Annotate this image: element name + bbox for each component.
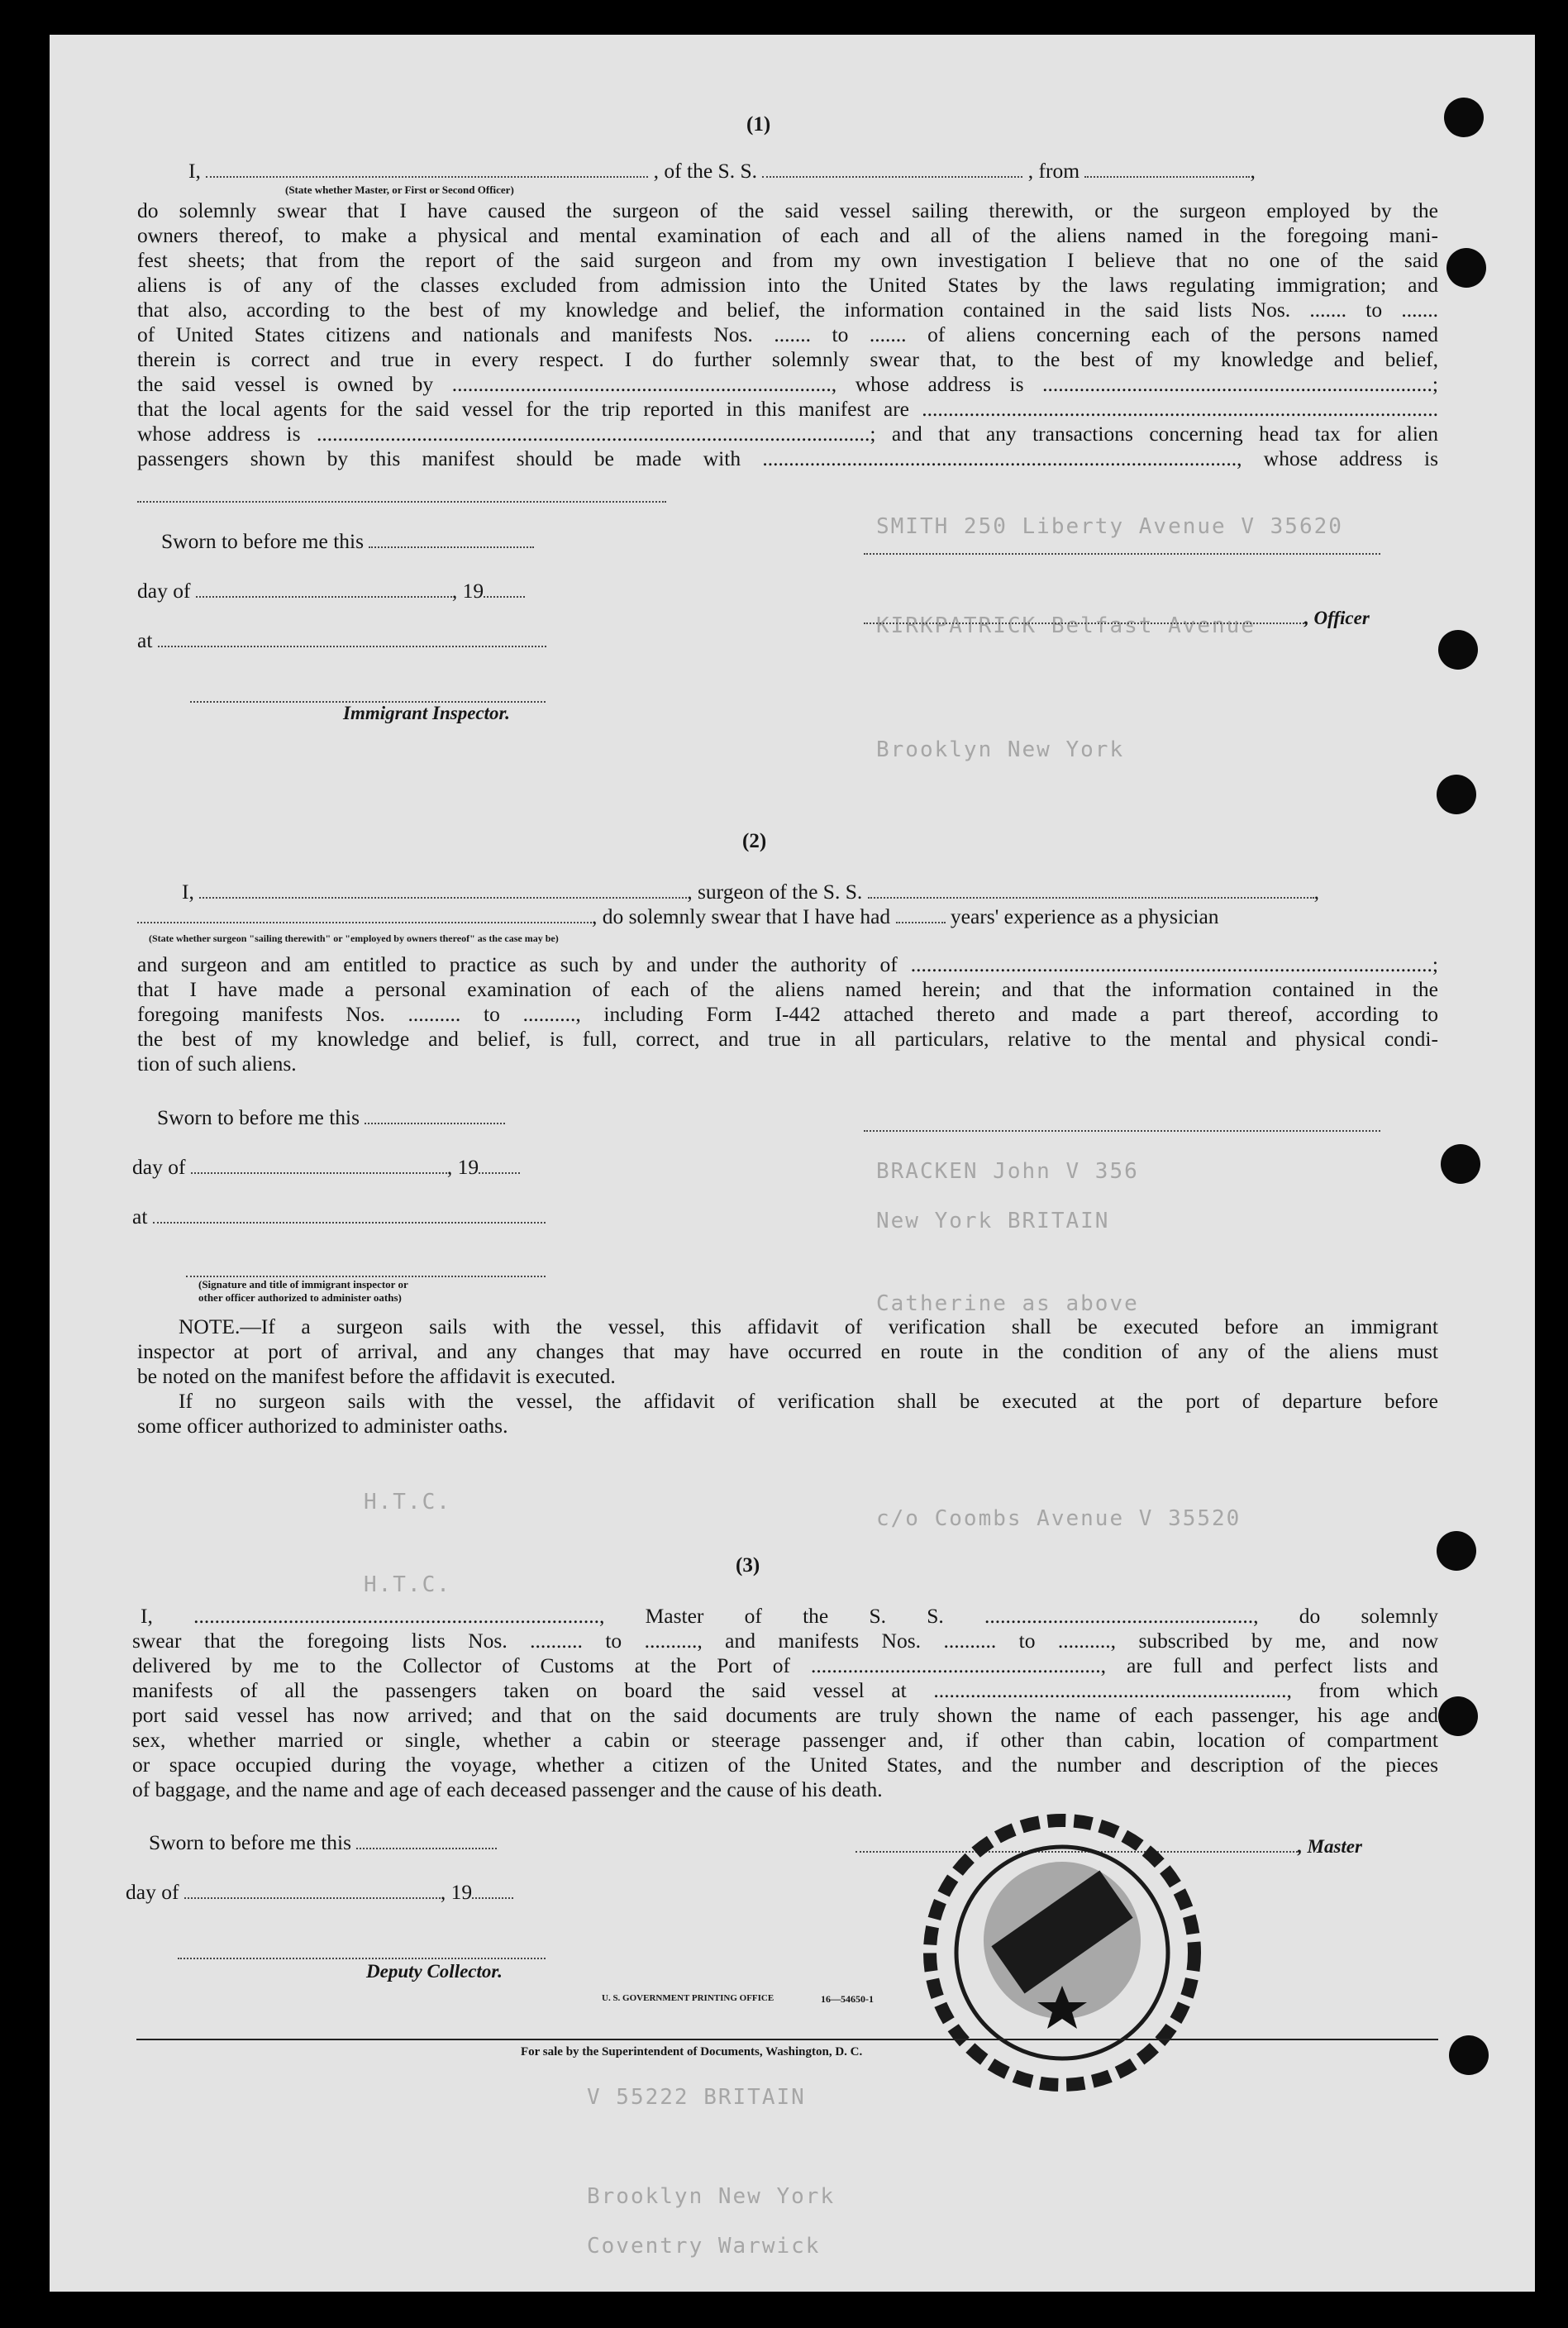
body-line: manifests of all the passengers taken on board the said vessel at ..................................................................., from which xyxy=(132,1678,1438,1702)
note-line: be noted on the manifest before the affidavit is executed. xyxy=(137,1364,616,1388)
note-line: inspector at port of arrival, and any changes that may have occurred en route in the condition of any of the aliens must xyxy=(137,1339,1438,1363)
section-1-number: (1) xyxy=(746,113,771,136)
officer-line xyxy=(864,605,1370,631)
vessel-name-field[interactable] xyxy=(762,161,1022,178)
bleed-through-text: KIRKPATRICK Belfast Avenue xyxy=(876,613,1256,638)
bleed-through-text: Coventry Warwick xyxy=(587,2234,821,2259)
section-2-body xyxy=(137,952,1438,1076)
year-prefix: 19 xyxy=(457,1155,479,1179)
address-line xyxy=(137,500,666,503)
inspector-label: Immigrant Inspector. xyxy=(343,703,510,723)
section-3-number: (3) xyxy=(736,1554,760,1577)
day-of-label: day of xyxy=(137,579,191,603)
punch-hole xyxy=(1449,2035,1489,2075)
year-field[interactable] xyxy=(479,1157,520,1174)
section-1-first-line: I, , of the S. S. , from , xyxy=(188,159,1256,183)
at-place-field[interactable] xyxy=(158,631,546,647)
signature-note-2: other officer authorized to administer oaths) xyxy=(198,1291,402,1304)
at-label: at xyxy=(132,1205,148,1228)
officer-signature-top-line[interactable] xyxy=(864,552,1380,555)
years-field[interactable] xyxy=(896,907,946,923)
from-port-field[interactable] xyxy=(1084,161,1250,178)
year-field[interactable] xyxy=(472,1882,513,1899)
surgeon-status-field[interactable] xyxy=(199,882,687,899)
year-prefix: 19 xyxy=(450,1880,473,1904)
body-line: and surgeon and am entitled to practice as such by and under the authority of ...................................................................................................; xyxy=(137,952,1438,976)
year-field[interactable] xyxy=(484,581,525,598)
at-1 xyxy=(137,628,546,653)
day-of-label: day of xyxy=(126,1880,179,1904)
officer-name-field[interactable] xyxy=(206,161,648,178)
official-stamp xyxy=(913,1804,1211,2101)
bleed-through-text: Brooklyn New York xyxy=(587,2184,836,2209)
sworn-2 xyxy=(157,1105,505,1130)
printing-office: U. S. GOVERNMENT PRINTING OFFICE xyxy=(602,1993,774,2003)
body-line: aliens is of any of the classes excluded from admission into the United States by the laws regulating immigration; and xyxy=(137,273,1438,297)
day-of-label: day of xyxy=(132,1155,186,1179)
section-1-body xyxy=(137,198,1438,471)
sale-notice: For sale by the Superintendent of Documents, Washington, D. C. xyxy=(521,2045,863,2058)
day-of-month-field[interactable] xyxy=(191,1157,447,1174)
bleed-through-text: New York BRITAIN xyxy=(876,1209,1110,1233)
punch-hole xyxy=(1438,630,1478,670)
body-line: or space occupied during the voyage, whether a citizen of the United States, and the number and description of the pieces xyxy=(132,1753,1438,1777)
years-label: years' experience as a physician xyxy=(950,904,1219,928)
note-line: some officer authorized to administer oaths. xyxy=(137,1414,508,1438)
body-line: port said vessel has now arrived; and that on the said documents are truly shown the name of each passenger, his age and xyxy=(132,1703,1438,1727)
body-line: the said vessel is owned by ........................................................................, whose address is ..........................................................................; xyxy=(137,372,1438,396)
section-1-opening: I, xyxy=(188,159,201,183)
day-of-3: day of , 19 xyxy=(126,1880,513,1905)
sworn-day-field[interactable] xyxy=(369,532,534,548)
form-code: 16—54650-1 xyxy=(821,1993,874,2005)
sworn-day-field[interactable] xyxy=(365,1108,505,1124)
day-of-month-field[interactable] xyxy=(196,581,452,598)
body-line: that also, according to the best of my knowledge and belief, the information contained in the said lists Nos. ....... to ....... xyxy=(137,298,1438,322)
officer-signature-field[interactable] xyxy=(864,608,1304,624)
section-2-second-line xyxy=(137,904,1438,929)
year-prefix: 19 xyxy=(462,579,484,603)
sworn-1 xyxy=(161,529,534,554)
section-2-opening: I, xyxy=(182,880,194,904)
bleed-through-text: H.T.C. xyxy=(364,1572,451,1597)
bleed-through-text: c/o Coombs Avenue V 35520 xyxy=(876,1506,1242,1531)
body-line: of baggage, and the name and age of each deceased passenger and the cause of his death. xyxy=(132,1777,883,1801)
punch-hole xyxy=(1438,1696,1478,1736)
punch-hole xyxy=(1437,1531,1476,1571)
body-line: delivered by me to the Collector of Customs at the Port of ......................................................., are full and perfect lists and xyxy=(132,1653,1438,1677)
note-line: If no surgeon sails with the vessel, the affidavit of verification shall be executed at the port of departure before xyxy=(179,1389,1438,1413)
day-of-2: day of , 19 xyxy=(132,1155,520,1180)
body-line: sex, whether married or single, whether a cabin or steerage passenger and, if other than cabin, location of compartment xyxy=(132,1728,1438,1752)
sworn-label: Sworn to before me this xyxy=(149,1830,352,1854)
sworn-3 xyxy=(149,1830,497,1855)
at-2 xyxy=(132,1205,546,1229)
surgeon-note: (State whether surgeon "sailing therewith" or "employed by owners thereof" as the case may be) xyxy=(149,933,559,944)
bleed-through-text: BRACKEN John V 356 xyxy=(876,1159,1139,1184)
body-line: I, ............................................................................., Master of the S. S. ..................................................., do solemnly xyxy=(141,1604,1438,1628)
officer-label: , Officer xyxy=(1304,608,1370,628)
surgeon-name-field[interactable] xyxy=(137,907,592,923)
deputy-signature-line[interactable] xyxy=(178,1957,546,1959)
body-line: do solemnly swear that I have caused the surgeon of the said vessel sailing therewith, or the surgeon employed by the xyxy=(137,198,1438,222)
bleed-through-text: V 55222 BRITAIN xyxy=(587,2085,806,2110)
body-line: foregoing manifests Nos. .......... to .........., including Form I-442 attached thereto and made a part thereof, according to xyxy=(137,1002,1438,1026)
manifest-affidavit-page xyxy=(50,35,1535,2292)
body-line: whose address is .........................................................................................................; and that any transactions concerning head tax for alien xyxy=(137,422,1438,446)
signature-note-1: (Signature and title of immigrant inspector or xyxy=(198,1278,408,1290)
day-of-1: day of , 19 xyxy=(137,579,525,603)
punch-hole xyxy=(1446,248,1486,288)
swear-had-label: , do solemnly swear that I have had xyxy=(592,904,891,928)
body-line: swear that the foregoing lists Nos. .......... to .........., and manifests Nos. .......... to .........., subscribed by me, and now xyxy=(132,1629,1438,1653)
punch-hole xyxy=(1444,98,1484,137)
master-label: , Master xyxy=(1298,1836,1362,1857)
body-line: passengers shown by this manifest should be made with .........................................................................................., whose address is xyxy=(137,446,1438,470)
body-line: that the local agents for the said vessel for the trip reported in this manifest are .................................................................................................. xyxy=(137,397,1438,421)
body-line: fest sheets; that from the report of the said surgeon and from my own investigation I believe that no one of the said xyxy=(137,248,1438,272)
at-place-field[interactable] xyxy=(153,1207,546,1224)
bleed-through-text: Brooklyn New York xyxy=(876,737,1125,762)
surgeon-vessel-field[interactable] xyxy=(868,882,1314,899)
bleed-through-text: H.T.C. xyxy=(364,1490,451,1515)
note-line: NOTE.—If a surgeon sails with the vessel, this affidavit of verification shall be executed before an immigrant xyxy=(179,1314,1438,1338)
bleed-through-text: SMITH 250 Liberty Avenue V 35620 xyxy=(876,514,1343,539)
from-label: , from xyxy=(1027,159,1080,183)
body-line: the best of my knowledge and belief, is full, correct, and true in all particulars, relative to the mental and physical condi- xyxy=(137,1027,1438,1051)
body-line: owners thereof, to make a physical and mental examination of each and all of the aliens named in the foregoing mani- xyxy=(137,223,1438,247)
note-block xyxy=(137,1314,1438,1438)
section-2-first-line: I, , surgeon of the S. S. , xyxy=(182,880,1320,904)
body-line: of United States citizens and nationals and manifests Nos. ....... to ....... of aliens concerning each of the persons named xyxy=(137,322,1438,346)
officer-note: (State whether Master, or First or Second Officer) xyxy=(285,184,514,196)
surgeon-of-label: , surgeon of the S. S. xyxy=(687,880,863,904)
day-of-month-field[interactable] xyxy=(184,1882,441,1899)
surgeon-signature-line[interactable] xyxy=(864,1129,1380,1132)
oath-signature-line[interactable] xyxy=(186,1275,546,1277)
footer-rule xyxy=(136,2039,1438,2040)
sworn-label: Sworn to before me this xyxy=(161,529,365,553)
of-ss-label: , of the S. S. xyxy=(653,159,758,183)
at-label: at xyxy=(137,628,153,652)
sworn-label: Sworn to before me this xyxy=(157,1105,360,1129)
body-line: tion of such aliens. xyxy=(137,1052,297,1076)
deputy-label: Deputy Collector. xyxy=(366,1961,503,1982)
punch-hole xyxy=(1441,1144,1480,1184)
body-line: that I have made a personal examination of each of the aliens named herein; and that the information contained in the xyxy=(137,977,1438,1001)
section-3-body xyxy=(132,1604,1438,1802)
section-2-number: (2) xyxy=(742,830,767,852)
punch-hole xyxy=(1437,775,1476,814)
body-line: therein is correct and true in every respect. I do further solemnly swear that, to the best of my knowledge and belief, xyxy=(137,347,1438,371)
bleed-through-text: Catherine as above xyxy=(876,1291,1139,1316)
sworn-day-field[interactable] xyxy=(356,1833,497,1849)
